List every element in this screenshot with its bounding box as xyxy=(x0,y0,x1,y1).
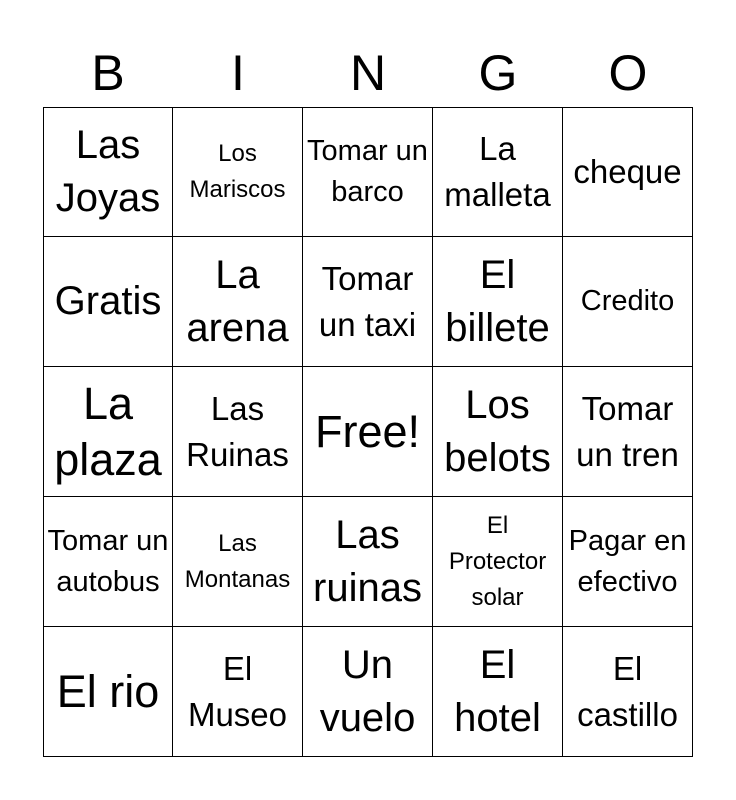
bingo-cell[interactable] xyxy=(563,237,693,367)
cell-label: Las Joyas xyxy=(55,123,161,220)
cell-label: El billete xyxy=(445,252,550,350)
bingo-cell[interactable] xyxy=(43,367,173,497)
cell-label: Un vuelo xyxy=(319,642,416,740)
bingo-cell[interactable] xyxy=(563,627,693,757)
header-letter-i: I xyxy=(231,45,245,101)
cell-label: Credito xyxy=(580,285,675,317)
bingo-header xyxy=(43,40,693,106)
cell-label: El Museo xyxy=(187,649,288,733)
bingo-cell[interactable] xyxy=(563,367,693,497)
bingo-cell[interactable] xyxy=(303,237,433,367)
bingo-cell[interactable] xyxy=(433,237,563,367)
bingo-cell[interactable] xyxy=(43,497,173,627)
header-letter-o: O xyxy=(608,45,648,101)
bingo-cell[interactable] xyxy=(433,627,563,757)
header-letter-b: B xyxy=(91,45,125,101)
cell-label: El castillo xyxy=(577,649,678,733)
cell-label: Las Ruinas xyxy=(186,389,289,473)
header-letter-g: G xyxy=(478,45,518,101)
cell-label: cheque xyxy=(573,153,682,190)
bingo-cell free-space[interactable] xyxy=(303,367,433,497)
free-space-label: Free! xyxy=(314,405,421,457)
bingo-cell[interactable] xyxy=(433,497,563,627)
header-letter-n: N xyxy=(349,45,387,101)
cell-label: Tomar un taxi xyxy=(318,259,417,343)
cell-label: El hotel xyxy=(454,642,541,740)
bingo-cell[interactable] xyxy=(433,107,563,237)
cell-label: Tomar un tren xyxy=(576,389,679,473)
bingo-cell[interactable] xyxy=(173,107,303,237)
bingo-cell[interactable] xyxy=(563,107,693,237)
cell-label: Las Montanas xyxy=(184,529,291,593)
cell-label: Las ruinas xyxy=(313,512,422,610)
cell-label: Los belots xyxy=(444,382,551,480)
bingo-cell[interactable] xyxy=(173,497,303,627)
bingo-cell[interactable] xyxy=(563,497,693,627)
bingo-cell[interactable] xyxy=(173,627,303,757)
cell-label: Tomar un autobus xyxy=(47,524,169,598)
cell-label: La plaza xyxy=(54,377,162,485)
cell-label: El Protector solar xyxy=(448,511,547,611)
cell-label: Los Mariscos xyxy=(189,140,286,203)
cell-label: La malleta xyxy=(444,130,551,213)
cell-label: Pagar en efectivo xyxy=(568,524,687,598)
bingo-cell[interactable] xyxy=(43,107,173,237)
bingo-cell[interactable] xyxy=(303,627,433,757)
cell-label: La arena xyxy=(186,252,289,350)
bingo-cell[interactable] xyxy=(433,367,563,497)
bingo-cell[interactable] xyxy=(303,107,433,237)
bingo-cell[interactable] xyxy=(43,237,173,367)
cell-label: El rio xyxy=(56,665,160,717)
bingo-grid xyxy=(43,107,693,757)
bingo-cell[interactable] xyxy=(303,497,433,627)
cell-label: Tomar un barco xyxy=(307,135,428,208)
cell-label: Gratis xyxy=(54,279,162,323)
bingo-cell[interactable] xyxy=(173,367,303,497)
bingo-cell[interactable] xyxy=(43,627,173,757)
bingo-cell[interactable] xyxy=(173,237,303,367)
